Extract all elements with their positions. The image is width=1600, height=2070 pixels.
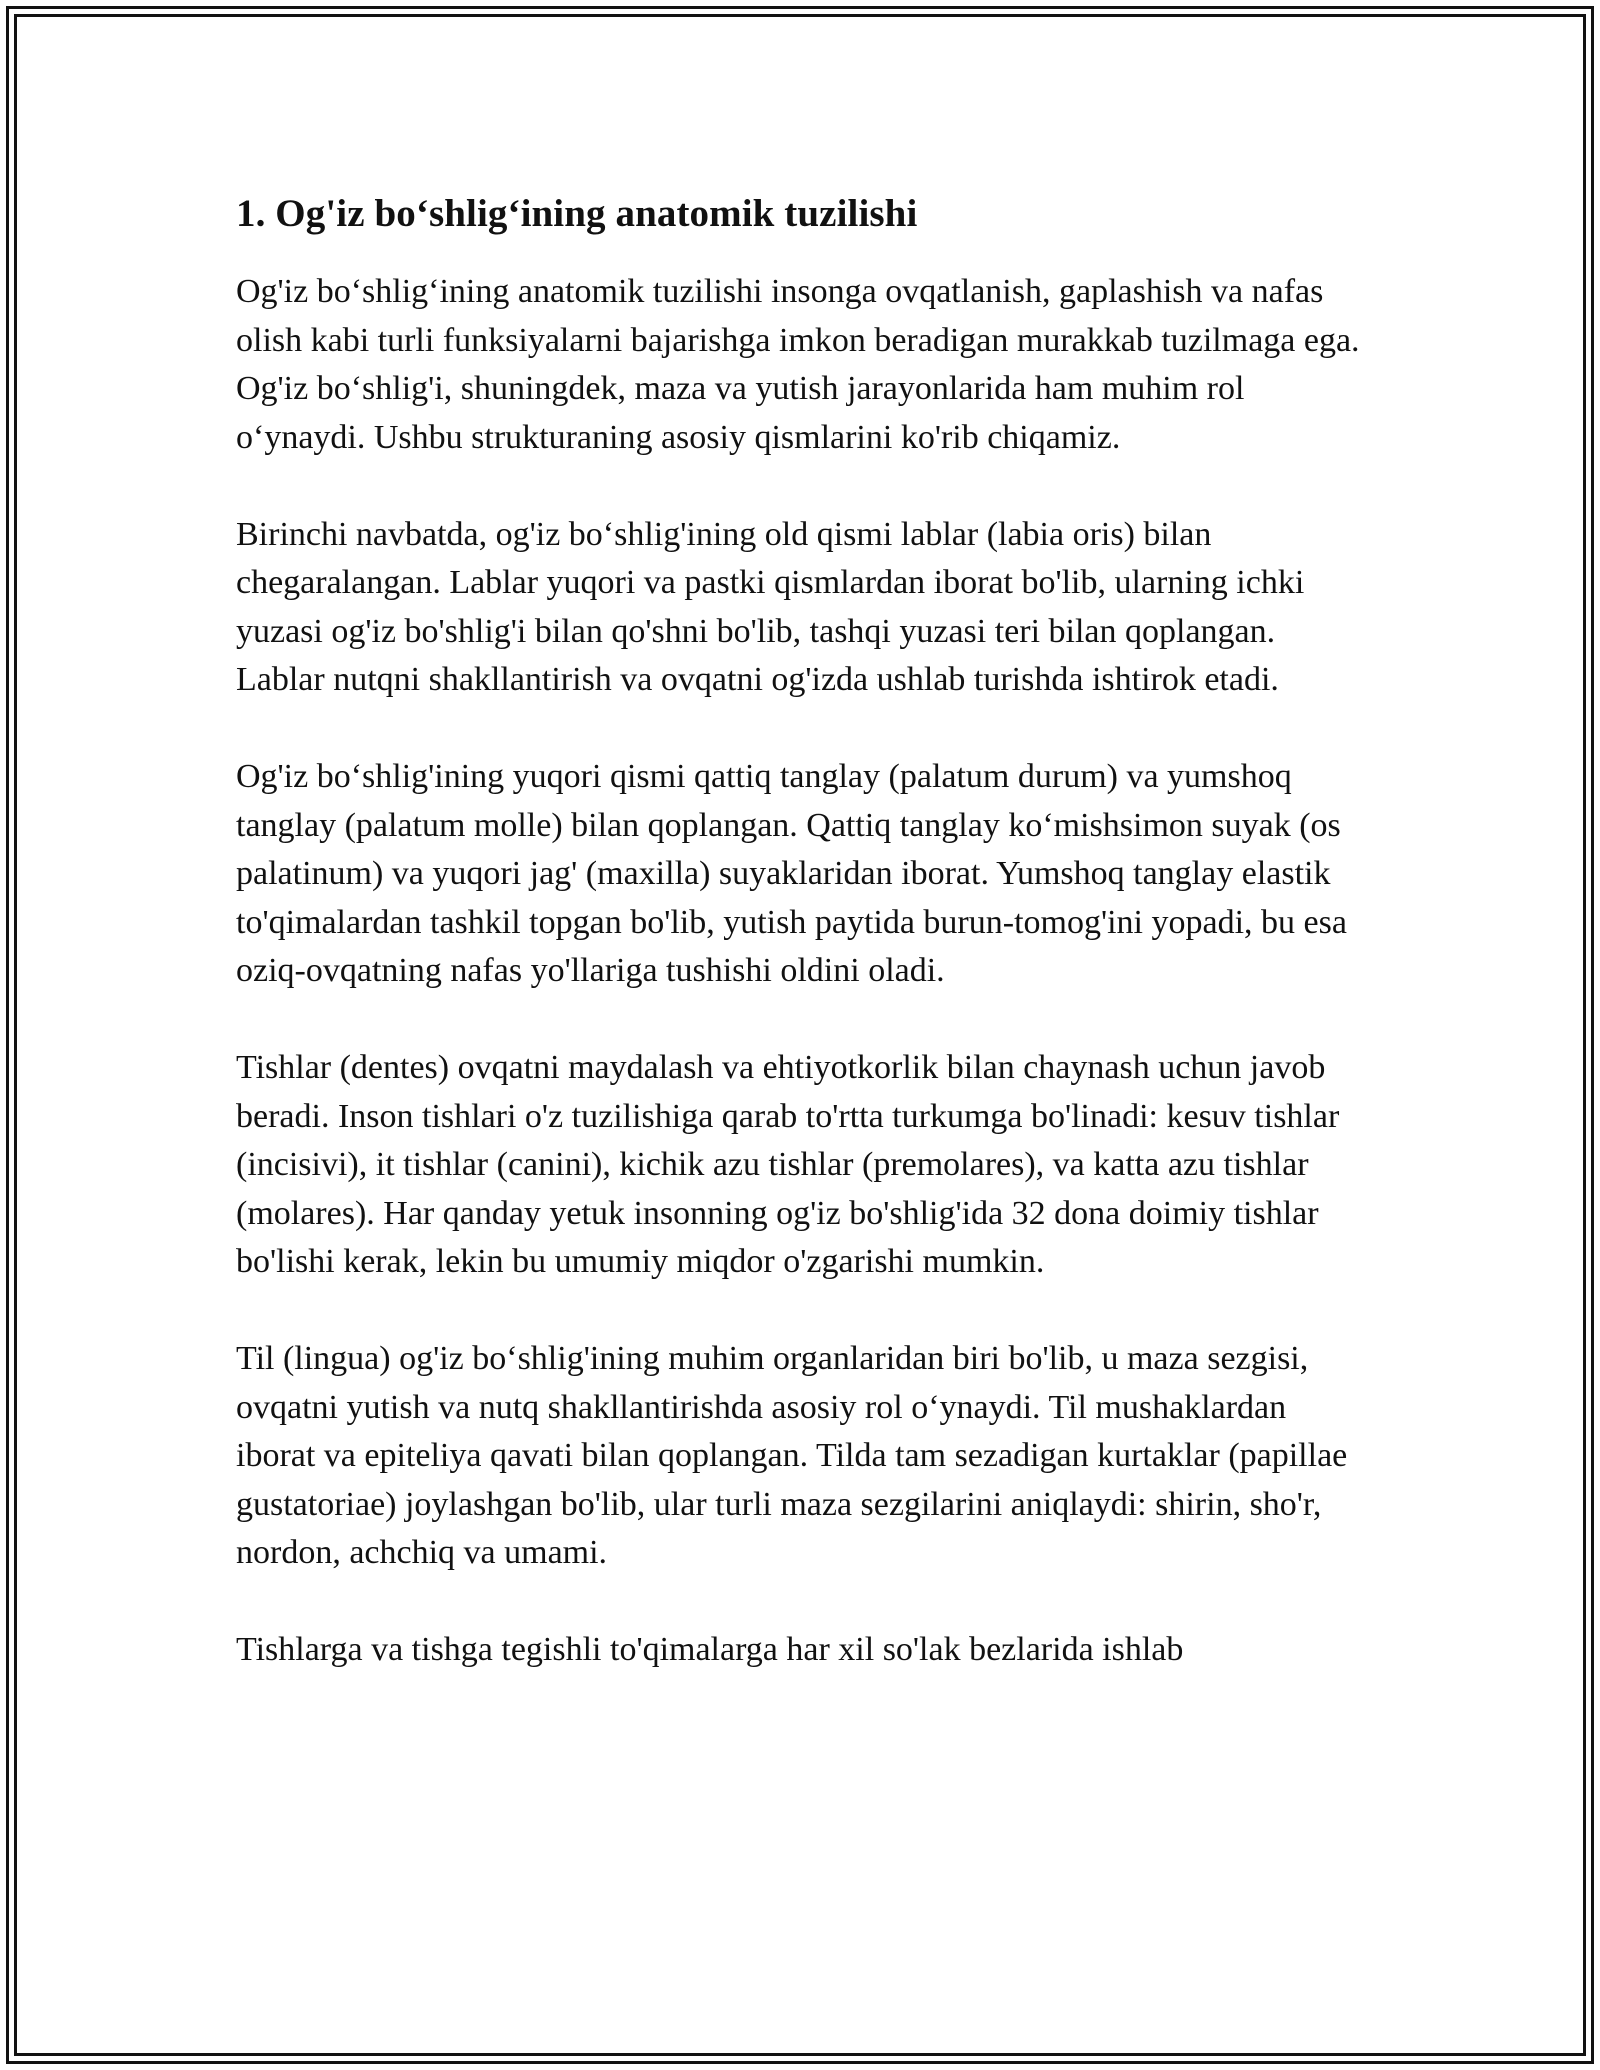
section-heading: 1. Og'iz bo‘shlig‘ining anatomik tuzilishi xyxy=(236,192,918,235)
paragraph-intro: Og'iz bo‘shlig‘ining anatomik tuzilishi insonga ovqatlanish, gaplashish va nafas olish kabi turli funksiyalarni bajarishga imkon beradigan murakkab tuzilmaga ega. Og'iz bo‘shlig'i, shuningdek, maza va yutish jarayonlarida ham muhim rol o‘ynaydi. Ushbu strukturaning asosiy qismlarini ko'rib chiqamiz. xyxy=(236,273,1360,456)
paragraph-teeth: Tishlar (dentes) ovqatni maydalash va ehtiyotkorlik bilan chaynash uchun javob beradi. Inson tishlari o'z tuzilishiga qarab to'rtta turkumga bo'linadi: kesuv tishlar (incisivi), it tishlar (canini), kichik azu tishlar (premolares), va katta azu tishlar (molares). Har qanday yetuk insonning og'iz bo'shlig'ida 32 dona doimiy tishlar bo'lishi kerak, lekin bu umumiy miqdor o'zgarishi mumkin. xyxy=(236,1049,1340,1280)
document-body xyxy=(236,188,1366,1723)
paragraph-tongue: Til (lingua) og'iz bo‘shlig'ining muhim organlaridan biri bo'lib, u maza sezgisi, ovqatni yutish va nutq shakllantirishda asosiy rol o‘ynaydi. Til mushaklardan iborat va epiteliya qavati bilan qoplangan. Tilda tam sezadigan kurtaklar (papillae gustatoriae) joylashgan bo'lib, ular turli maza sezgilarini aniqlaydi: shirin, sho'r, nordon, achchiq va umami. xyxy=(236,1340,1348,1571)
paragraph-lips: Birinchi navbatda, og'iz bo‘shlig'ining old qismi lablar (labia oris) bilan chegaralangan. Lablar yuqori va pastki qismlardan iborat bo'lib, ularning ichki yuzasi og'iz bo'shlig'i bilan qo'shni bo'lib, tashqi yuzasi teri bilan qoplangan. Lablar nutqni shakllantirish va ovqatni og'izda ushlab turishda ishtirok etadi. xyxy=(236,515,1305,698)
paragraph-palate: Og'iz bo‘shlig'ining yuqori qismi qattiq tanglay (palatum durum) va yumshoq tanglay (palatum molle) bilan qoplangan. Qattiq tanglay ko‘mishsimon suyak (os palatinum) va yuqori jag' (maxilla) suyaklaridan iborat. Yumshoq tanglay elastik to'qimalardan tashkil topgan bo'lib, yutish paytida burun-tomog'ini yopadi, bu esa oziq-ovqatning nafas yo'llariga tushishi oldini oladi. xyxy=(236,758,1347,989)
paragraph-salivary: Tishlarga va tishga tegishli to'qimalarga har xil so'lak bezlarida ishlab xyxy=(236,1631,1184,1668)
